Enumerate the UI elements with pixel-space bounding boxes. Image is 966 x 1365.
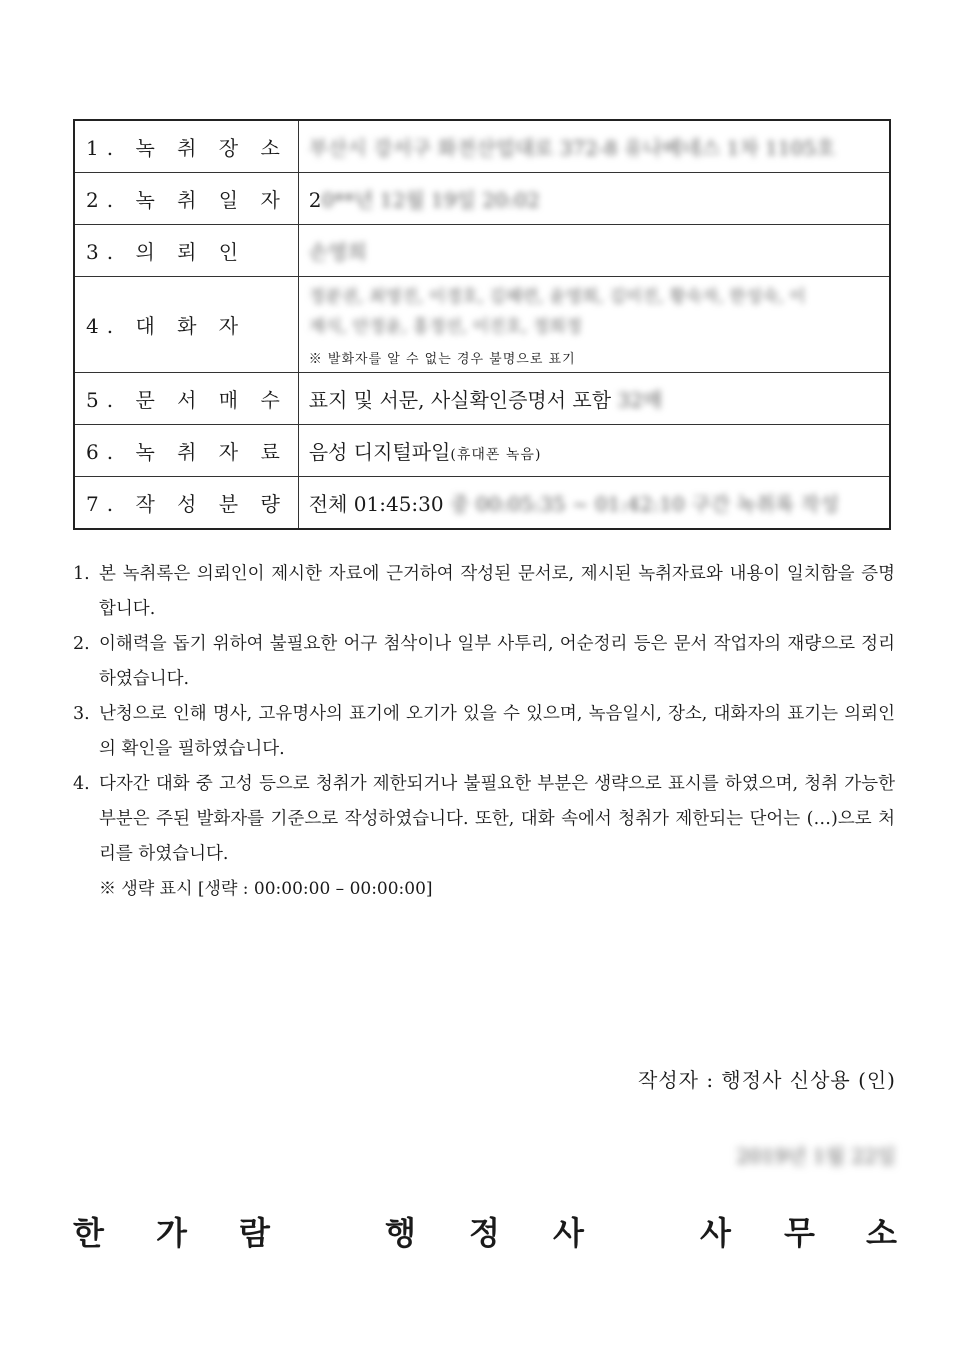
note-item: [73, 767, 895, 872]
note-number: 1.: [73, 564, 90, 584]
office-char: 행: [385, 1214, 416, 1252]
omission-note: ※ 생략 표시 [생략 : 00:00:00 – 00:00:00]: [99, 879, 433, 899]
page-count-blurred: 32매: [617, 388, 663, 412]
recording-info-table: [73, 119, 891, 530]
office-char: 람: [239, 1214, 270, 1252]
value-recording-place: 부산시 강서구 화전산업대로 372-8 유나베네스 1차 1105호: [298, 120, 890, 173]
value-parties: [298, 277, 890, 373]
office-char: 사: [700, 1214, 731, 1252]
label-recording-place: 1. 녹 취 장 소: [74, 120, 298, 173]
row-recording-date: [74, 173, 890, 225]
note-item: [73, 557, 895, 627]
note-text: 다자간 대화 중 고성 등으로 청취가 제한되거나 불필요한 부분은 생략으로 표시를 하였으며, 청취 가능한 부분은 주된 발화자를 기준으로 작성하였습니다. 또한, 대화 속에서 청취가 제한되는 단어는 (…)으로 처리를 하였습니다.: [99, 774, 895, 864]
office-char: 한: [73, 1214, 104, 1252]
label-transcript-length: 7. 작 성 분 량: [74, 477, 298, 530]
value-page-count: [298, 373, 890, 425]
author-line: 작성자 : 행정사 신상용 (인): [638, 1068, 896, 1092]
value-client: 손영희: [298, 225, 890, 277]
row-client: [74, 225, 890, 277]
value-transcript-length: [298, 477, 890, 530]
office-char: 사: [553, 1214, 584, 1252]
date-visible-part: 2: [308, 188, 322, 212]
note-item: [73, 627, 895, 697]
document-date: 2019년 1월 22일: [736, 1144, 896, 1168]
label-client: 3. 의 뢰 인: [74, 225, 298, 277]
note-text: 이해력을 돕기 위하여 불필요한 어구 첨삭이나 일부 사투리, 어순정리 등은 문서 작업자의 재량으로 정리하였습니다.: [99, 634, 895, 689]
note-text: 난청으로 인해 명사, 고유명사의 표기에 오기가 있을 수 있으며, 녹음일시, 장소, 대화자의 표기는 의뢰인의 확인을 필하였습니다.: [99, 704, 895, 759]
parties-line-1: 정분권, 최영진, 이경호, 김혜련, 윤영희, 김미진, 황숙자, 한성숙, 이: [308, 287, 806, 307]
row-parties: [74, 277, 890, 373]
date-blurred-part: 0**년 12월 19일 20:02: [321, 188, 540, 212]
value-recording-material: [298, 425, 890, 477]
length-blurred: 중 00:05:35 ~ 01:42:10 구간 녹취록 작성: [449, 492, 840, 516]
length-text: 전체 01:45:30: [308, 492, 444, 516]
page-count-text: 표지 및 서문, 사실확인증명서 포함: [308, 388, 612, 412]
note-number: 3.: [73, 704, 90, 724]
label-recording-date: 2. 녹 취 일 자: [74, 173, 298, 225]
notes-list: [73, 557, 895, 907]
value-recording-date: [298, 173, 890, 225]
note-number: 4.: [73, 774, 90, 794]
note-number: 2.: [73, 634, 90, 654]
office-char: 정: [469, 1214, 500, 1252]
row-recording-place: [74, 120, 890, 173]
row-page-count: [74, 373, 890, 425]
material-detail: (휴대폰 녹음): [450, 447, 542, 463]
material-text: 음성 디지털파일: [308, 440, 451, 464]
label-recording-material: 6. 녹 취 자 료: [74, 425, 298, 477]
row-recording-material: [74, 425, 890, 477]
office-char: 소: [866, 1214, 897, 1252]
office-char: 가: [156, 1214, 187, 1252]
parties-line-2: 재식, 안정윤, 홍정선, 이진호, 정희정: [308, 317, 582, 337]
note-text: 본 녹취록은 의뢰인이 제시한 자료에 근거하여 작성된 문서로, 제시된 녹취자료와 내용이 일치함을 증명합니다.: [99, 564, 895, 619]
note-item: [73, 697, 895, 767]
row-transcript-length: [74, 477, 890, 530]
office-char: 무: [784, 1214, 815, 1252]
label-parties: 4. 대 화 자: [74, 277, 298, 373]
parties-note: ※ 발화자를 알 수 없는 경우 불명으로 표기: [308, 352, 576, 367]
label-page-count: 5. 문 서 매 수: [74, 373, 298, 425]
